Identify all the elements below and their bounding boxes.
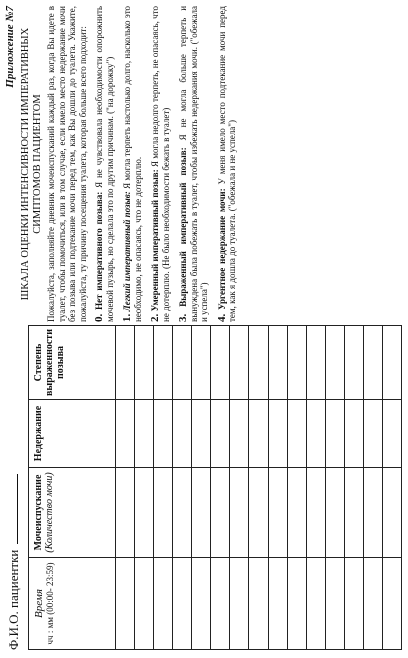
- table-cell[interactable]: [325, 468, 344, 558]
- level-0: [94, 6, 115, 322]
- level-3-num: 3.: [177, 313, 189, 322]
- level-3-name: Выраженный императивный позыв:: [178, 147, 188, 307]
- header-voiding-title: Мочеиспускание: [33, 474, 44, 551]
- level-1-name: Легкий императивный позыв:: [122, 191, 132, 312]
- level-3: [178, 6, 210, 322]
- table-cell[interactable]: [154, 558, 173, 650]
- level-1: [122, 6, 143, 322]
- level-2-num: 2.: [149, 313, 161, 322]
- table-row: [116, 326, 135, 650]
- patient-name-label: Ф.И.О. пациентки: [6, 549, 21, 650]
- table-cell[interactable]: [192, 400, 211, 468]
- table-cell[interactable]: [382, 326, 401, 400]
- table-cell[interactable]: [268, 400, 287, 468]
- table-row: [230, 326, 249, 650]
- level-0-num: 0.: [93, 313, 105, 322]
- table-cell[interactable]: [192, 326, 211, 400]
- table-cell[interactable]: [268, 468, 287, 558]
- table-cell[interactable]: [382, 558, 401, 650]
- table-cell[interactable]: [230, 558, 249, 650]
- table-cell[interactable]: [306, 468, 325, 558]
- level-4-name: Ургентное недержание мочи:: [216, 188, 227, 310]
- scale-title: ШКАЛА ОЦЕНКИ ИНТЕНСИВНОСТИ ИМПЕРАТИВНЫХ СИМПТОМОВ ПАЦИЕНТОМ: [20, 27, 43, 301]
- table-row: [135, 326, 154, 650]
- table-cell[interactable]: [135, 468, 154, 558]
- level-2-text: Я могла недолго терпеть, не опасаясь, что не дотерплю. (Не было необходимости бежать в туалет): [150, 5, 171, 322]
- table-cell[interactable]: [382, 400, 401, 468]
- appendix-label: Приложение №7: [4, 6, 16, 88]
- level-4: [217, 6, 238, 322]
- level-3-text: Я не могла больше терпеть и вынуждена была побежать в туалет, чтобы избежать недержания мочи. ("обежала и успела"): [178, 5, 209, 322]
- table-cell[interactable]: [192, 558, 211, 650]
- table-row: [325, 326, 344, 650]
- table-cell[interactable]: [363, 326, 382, 400]
- header-urgency: [29, 326, 116, 400]
- table-cell[interactable]: [382, 468, 401, 558]
- table-row: [268, 326, 287, 650]
- table-cell[interactable]: [287, 468, 306, 558]
- table-cell[interactable]: [211, 558, 230, 650]
- table-cell[interactable]: [344, 400, 363, 468]
- table-cell[interactable]: [173, 326, 192, 400]
- table-cell[interactable]: [344, 468, 363, 558]
- table-cell[interactable]: [154, 400, 173, 468]
- table-cell[interactable]: [325, 558, 344, 650]
- level-0-name: Нет императивного позыва:: [94, 191, 104, 310]
- header-incontinence-title: Недержание: [33, 405, 44, 462]
- table-cell[interactable]: [230, 468, 249, 558]
- table-cell[interactable]: [135, 558, 154, 650]
- table-cell[interactable]: [306, 558, 325, 650]
- table-row: [154, 326, 173, 650]
- table-row: [382, 326, 401, 650]
- table-cell[interactable]: [344, 326, 363, 400]
- table-row: [363, 326, 382, 650]
- header-time: [29, 558, 116, 650]
- table-cell[interactable]: [116, 468, 135, 558]
- table-cell[interactable]: [116, 400, 135, 468]
- level-1-text: Я могла терпеть настолько долго, насколько это необходимо, не опасаясь, что не дотерплю.: [122, 5, 143, 322]
- table-row: [249, 326, 268, 650]
- table-cell[interactable]: [173, 558, 192, 650]
- table-cell[interactable]: [363, 400, 382, 468]
- header-voiding: [29, 468, 116, 558]
- table-cell[interactable]: [268, 326, 287, 400]
- level-2-name: Умеренный императивный позыв:: [150, 169, 160, 312]
- table-cell[interactable]: [230, 326, 249, 400]
- patient-name-field[interactable]: [17, 474, 18, 544]
- table-cell[interactable]: [287, 326, 306, 400]
- table-cell[interactable]: [344, 558, 363, 650]
- level-4-text: У меня имело место подтекание мочи перед тем, как я дошла до туалета. ("обежала и не успела"): [216, 5, 237, 322]
- table-cell[interactable]: [211, 400, 230, 468]
- level-1-num: 1.: [121, 313, 133, 322]
- table-cell[interactable]: [116, 558, 135, 650]
- diary-table: [28, 325, 402, 650]
- header-urgency-title: Степень выраженности позыва: [33, 329, 66, 396]
- table-row: [173, 326, 192, 650]
- scale-intro: Пожалуйста, заполняйте дневник мочеиспусканий каждый раз, когда Вы идете в туалет, чтобы помочиться, или в том случае, если имело место недержание мочи без позыва или подтекание мочи перед тем, как Вы дошли до туалета. Укажите, пожалуйста, ту причину посещения туалета, которая больше всего подходит:: [46, 6, 88, 322]
- patient-name-line: [6, 474, 22, 650]
- table-row: [287, 326, 306, 650]
- table-cell[interactable]: [249, 558, 268, 650]
- level-4-num: 4.: [215, 313, 228, 322]
- table-cell[interactable]: [249, 400, 268, 468]
- level-2: [150, 6, 171, 322]
- table-cell[interactable]: [287, 400, 306, 468]
- header-voiding-sub: (Количество мочи): [44, 472, 55, 553]
- diary-body: [116, 326, 402, 650]
- table-cell[interactable]: [249, 468, 268, 558]
- table-row: [344, 326, 363, 650]
- table-cell[interactable]: [154, 326, 173, 400]
- table-row: [192, 326, 211, 650]
- table-cell[interactable]: [287, 558, 306, 650]
- table-row: [211, 326, 230, 650]
- table-cell[interactable]: [306, 400, 325, 468]
- table-cell[interactable]: [249, 326, 268, 400]
- table-cell[interactable]: [211, 468, 230, 558]
- table-cell[interactable]: [230, 400, 249, 468]
- table-cell[interactable]: [173, 400, 192, 468]
- table-cell[interactable]: [154, 468, 173, 558]
- table-cell[interactable]: [268, 558, 287, 650]
- header-time-sub: чч : мм (00:00- 23:59): [45, 562, 55, 645]
- table-cell[interactable]: [135, 326, 154, 400]
- table-cell[interactable]: [325, 326, 344, 400]
- table-cell[interactable]: [173, 468, 192, 558]
- level-0-text: Я не чувствовала необходимости опорожнить мочевой пузырь, но сделала это по другим причинам. ("на дорожку"): [94, 5, 115, 322]
- table-header-row: [29, 326, 116, 650]
- table-cell[interactable]: [116, 326, 135, 400]
- header-incontinence: [29, 400, 116, 468]
- table-cell[interactable]: [363, 468, 382, 558]
- table-cell[interactable]: [135, 400, 154, 468]
- header-time-title: Время: [33, 589, 45, 618]
- table-row: [306, 326, 325, 650]
- scale-block: [20, 6, 245, 322]
- table-cell[interactable]: [192, 468, 211, 558]
- table-cell[interactable]: [363, 558, 382, 650]
- table-cell[interactable]: [325, 400, 344, 468]
- table-cell[interactable]: [306, 326, 325, 400]
- table-cell[interactable]: [211, 326, 230, 400]
